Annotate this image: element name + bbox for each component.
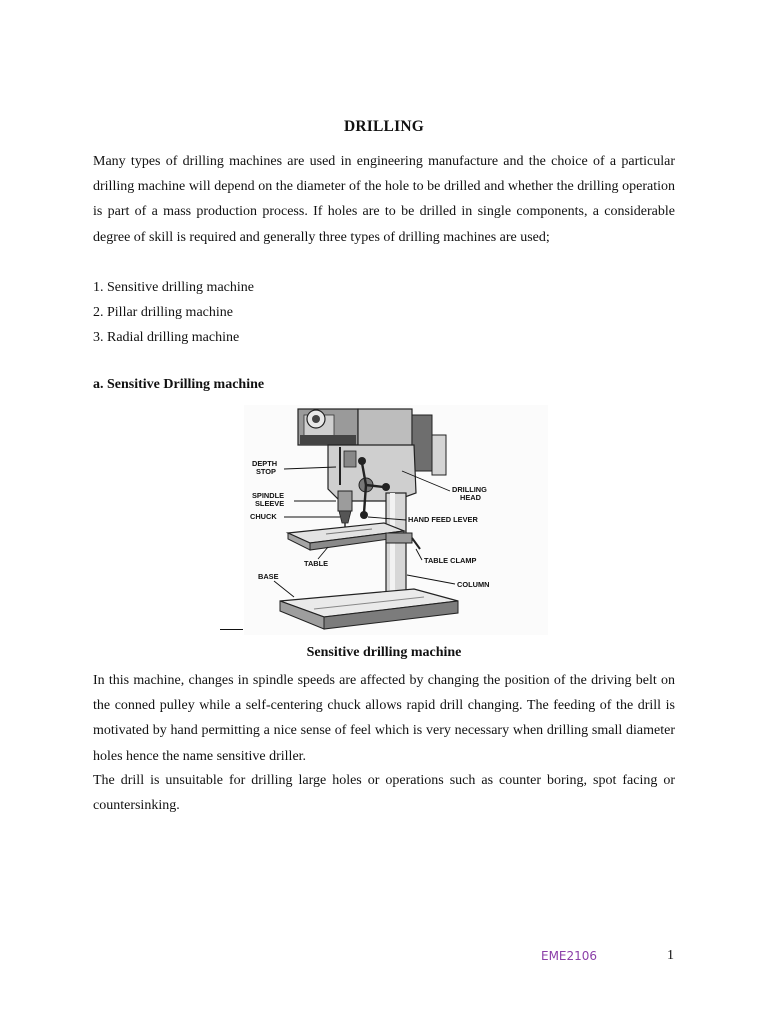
label-chuck: CHUCK	[250, 512, 277, 521]
list-item: 3. Radial drilling machine	[93, 330, 240, 346]
label-drilling-head-1: DRILLING	[452, 485, 487, 494]
drilling-machine-illustration	[244, 405, 548, 635]
label-drilling-head-2: HEAD	[460, 493, 481, 502]
label-spindle-sleeve-2: SLEEVE	[255, 499, 285, 508]
machine-types-list	[93, 275, 254, 351]
label-table: TABLE	[304, 559, 329, 568]
page-number: 1	[667, 948, 674, 963]
drilling-machine-figure	[244, 405, 548, 635]
figure-caption: Sensitive drilling machine	[306, 645, 462, 660]
label-depth-stop-1: DEPTH	[252, 459, 278, 468]
section-heading: a. Sensitive Drilling machine	[93, 377, 265, 392]
label-depth-stop-2: STOP	[256, 467, 276, 476]
label-column: COLUMN	[457, 580, 490, 589]
label-spindle-sleeve-1: SPINDLE	[252, 491, 285, 500]
label-table-clamp: TABLE CLAMP	[424, 556, 477, 565]
list-item: 1. Sensitive drilling machine	[93, 280, 254, 295]
intro-paragraph: Many types of drilling machines are used in engineering manufacture and the choice of a particular drilling machine will depend on the diameter of the hole to be drilled and whether the drilling operation is part of a mass production process. If holes are to be drilled in single components, a considerable degree of skill is required and generally three types of drilling machines are used;	[93, 154, 675, 245]
list-item: 2. Pillar drilling machine	[93, 305, 233, 321]
label-base: BASE	[258, 572, 279, 581]
figure-rule	[220, 629, 243, 630]
body-paragraph: The drill is unsuitable for drilling large holes or operations such as counter boring, spot facing or countersinking.	[93, 773, 675, 814]
course-code: EME2106	[541, 949, 598, 963]
label-hand-feed-lever: HAND FEED LEVER	[408, 515, 478, 524]
body-paragraph: In this machine, changes in spindle speeds are affected by changing the position of the driving belt on the conned pulley while a self-centering chuck allows rapid drill changing. The feeding of the drill is motivated by hand permitting a nice sense of feel which is very necessary when drilling small diameter holes hence the name sensitive driller.	[93, 673, 675, 764]
page-title: DRILLING	[344, 118, 424, 135]
